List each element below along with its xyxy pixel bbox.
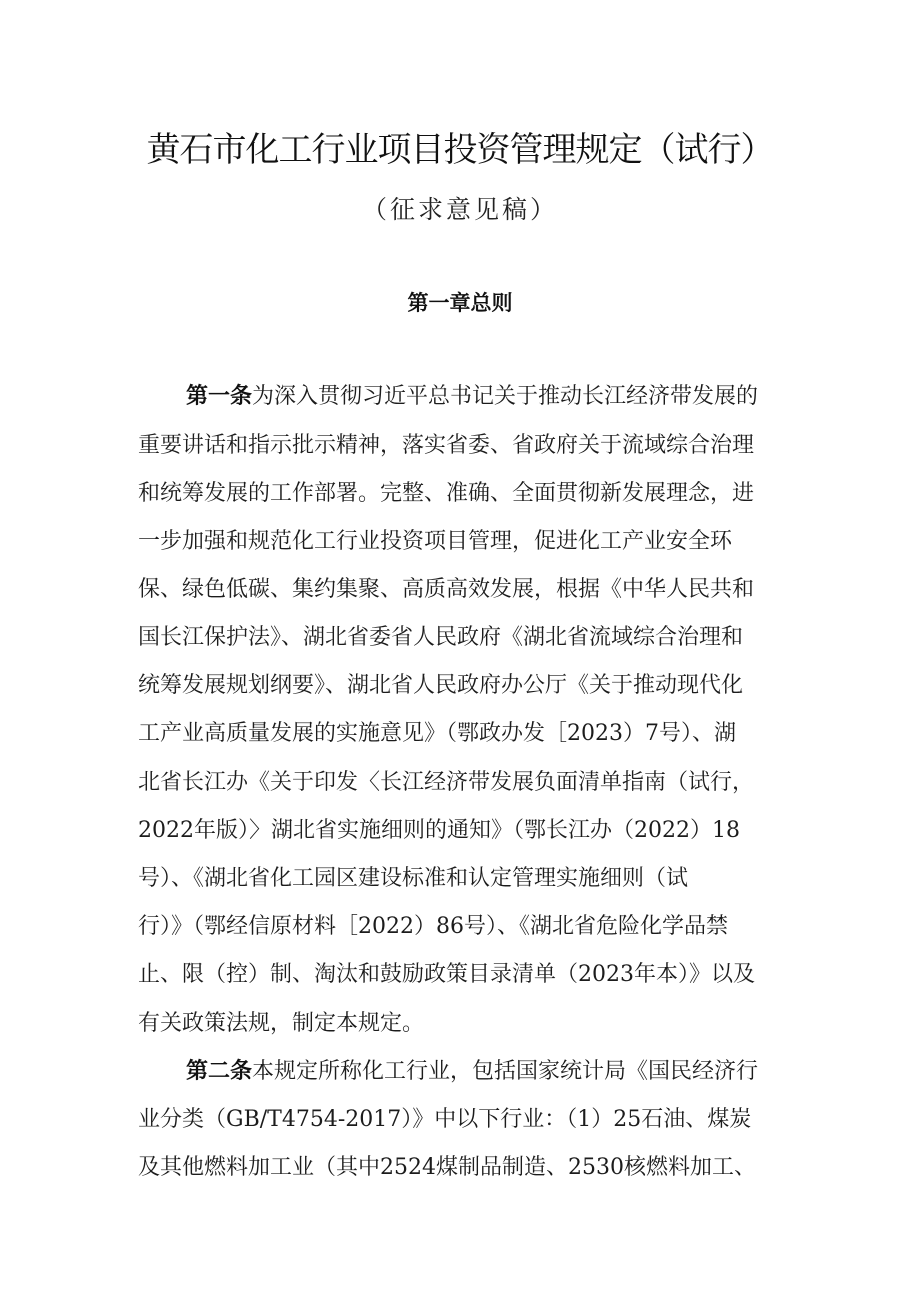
article-1-line-3: 和统筹发展的工作部署。完整、准确、全面贯彻新发展理念，进: [138, 481, 755, 506]
article-1-line-8: 工产业高质量发展的实施意见》（鄂政办发［2023）7号）、湖: [138, 721, 736, 746]
article-2-label: 第二条: [186, 1059, 253, 1084]
article-1-line-6: 国长江保护法》、湖北省委省人民政府《湖北省流域综合治理和: [138, 625, 744, 650]
article-1-line-13: 止、限（控）制、淘汰和鼓励政策目录清单（2023年本）》以及: [138, 962, 755, 987]
article-1-line-7: 统筹发展规划纲要》、湖北省人民政府办公厅《关于推动现代化: [138, 673, 744, 698]
article-2-line-2: 业分类（GB/T4754-2017）》中以下行业：（1）25石油、煤炭: [138, 1107, 752, 1132]
article-text: 为深入贯彻习近平总书记关于推动长江经济带发展的: [252, 384, 759, 409]
article-2-line-1: [186, 1057, 798, 1087]
article-1-line-2: 重要讲话和指示批示精神，落实省委、省政府关于流域综合治理: [138, 433, 755, 458]
article-1-line-5: 保、绿色低碳、集约集聚、高质高效发展，根据《中华人民共和: [138, 577, 755, 602]
article-text: 本规定所称化工行业，包括国家统计局《国民经济行: [252, 1059, 759, 1084]
article-1-line-1: [186, 382, 798, 412]
article-1-line-12: 行）》（鄂经信原材料［2022）86号）、《湖北省危险化学品禁: [138, 914, 728, 939]
article-1-line-10: 2022年版）〉湖北省实施细则的通知》（鄂长江办（2022）18: [138, 818, 740, 843]
article-1-line-11: 号）、《湖北省化工园区建设标准和认定管理实施细则（试: [138, 866, 689, 891]
document-title: 黄石市化工行业项目投资管理规定（试行）: [146, 130, 774, 170]
article-1-label: 第一条: [186, 384, 253, 409]
document-subtitle: （征求意见稿）: [361, 195, 558, 224]
article-2-line-3: 及其他燃料加工业（其中2524煤制品制造、2530核燃料加工、: [138, 1155, 756, 1180]
article-1-line-14: 有关政策法规，制定本规定。: [138, 1011, 425, 1036]
chapter-heading: 第一章总则: [407, 291, 513, 315]
article-1-line-4: 一步加强和规范化工行业投资项目管理，促进化工产业安全环: [138, 529, 733, 554]
article-1-line-9: 北省长江办《关于印发〈长江经济带发展负面清单指南（试行，: [138, 770, 755, 795]
